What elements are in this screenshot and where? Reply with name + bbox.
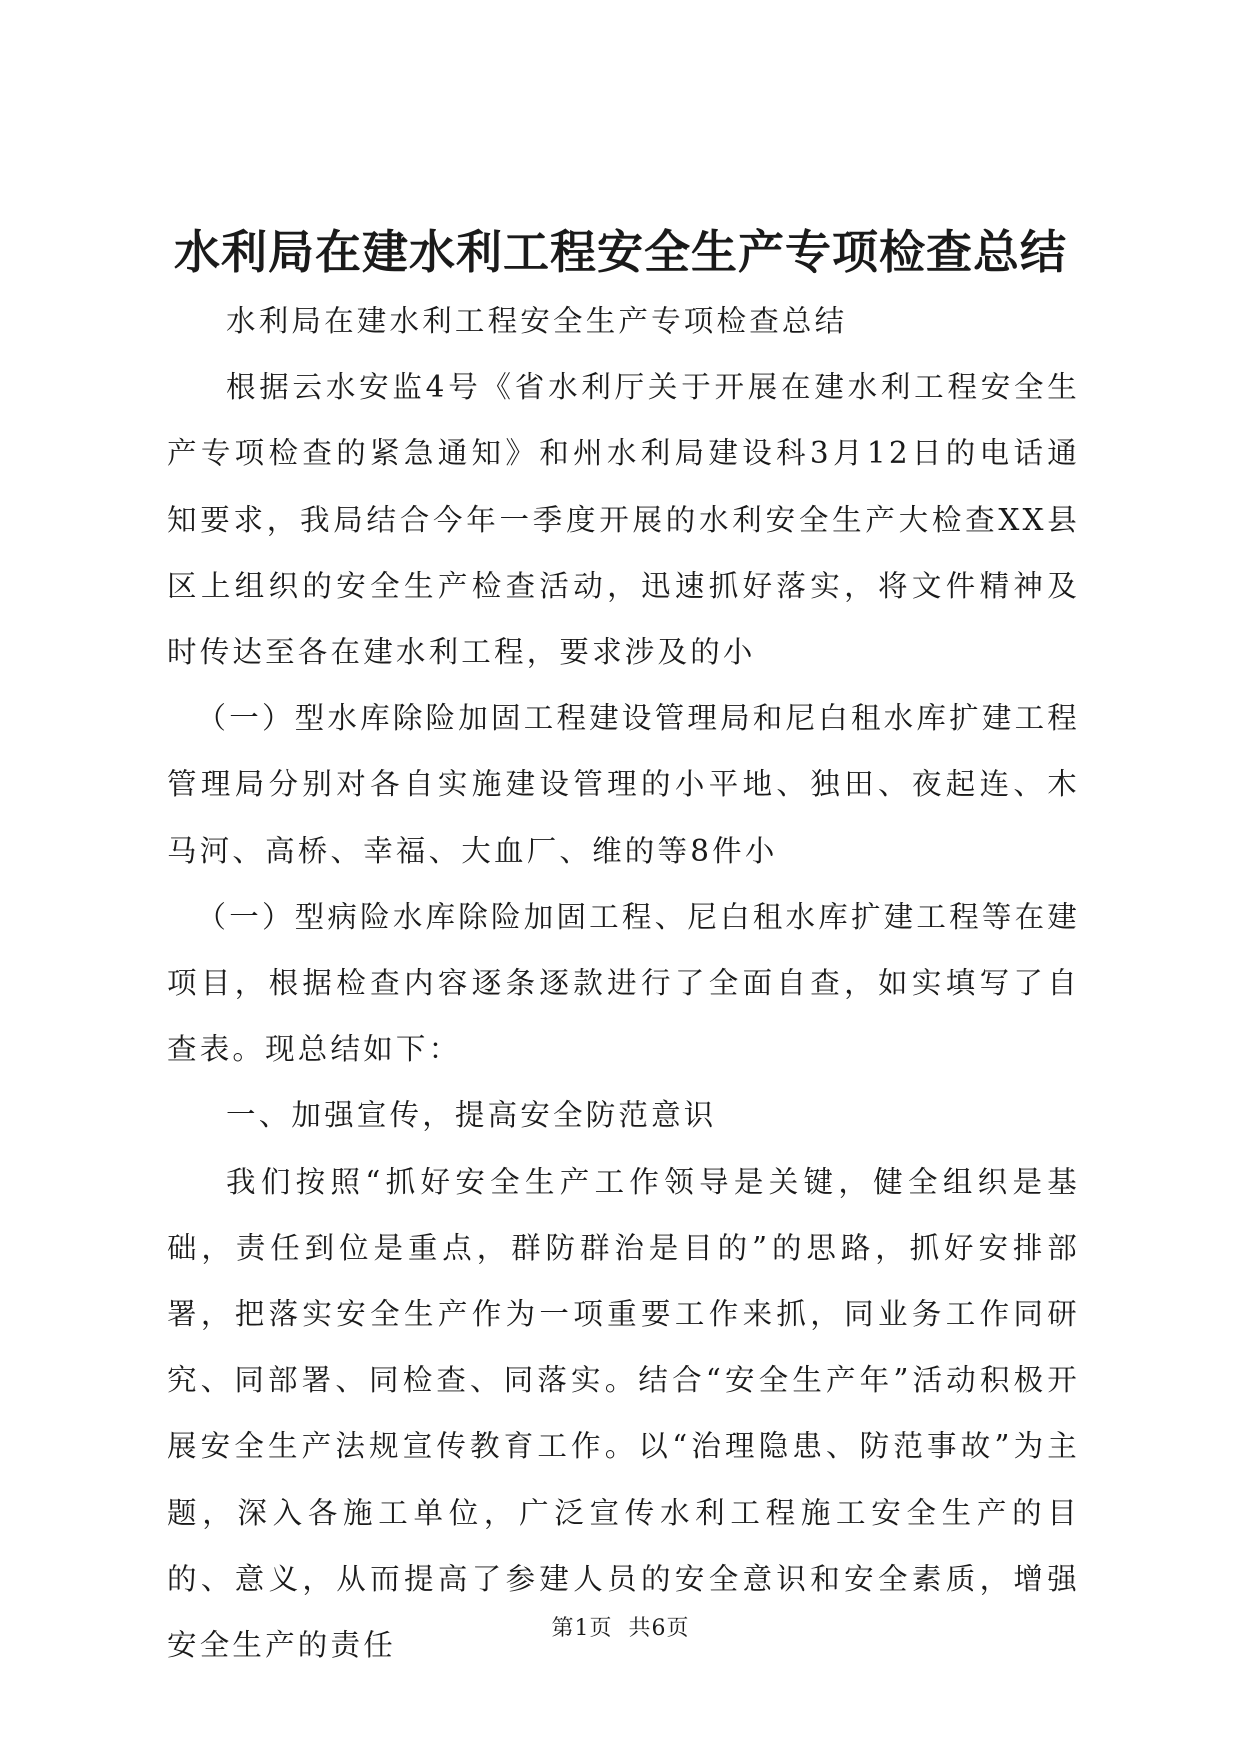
paragraph-item-2: （一）型病险水库除险加固工程、尼白租水库扩建工程等在建项目，根据检查内容逐条逐款进行了全面自查，如实填写了自查表。现总结如下： [167,899,1080,1067]
page-total: 共6页 [628,1616,690,1641]
page-footer [0,1614,1241,1644]
page-number: 第1页 [551,1616,613,1641]
paragraph-subtitle: 水利局在建水利工程安全生产专项检查总结 [226,304,848,338]
document-title: 水利局在建水利工程安全生产专项检查总结 [174,225,1067,279]
paragraph-intro: 根据云水安监4号《省水利厅关于开展在建水利工程安全生产专项检查的紧急通知》和州水利局建设科3月12日的电话通知要求，我局结合今年一季度开展的水利安全生产大检查XX县区上组织的安全生产检查活动，迅速抓好落实，将文件精神及时传达至各在建水利工程，要求涉及的小 [167,370,1080,670]
paragraph-section-body: 我们按照“抓好安全生产工作领导是关键，健全组织是基础，责任到位是重点，群防群治是目的”的思路，抓好安排部署，把落实安全生产作为一项重要工作来抓，同业务工作同研究、同部署、同检查、同落实。结合“安全生产年”活动积极开展安全生产法规宣传教育工作。以“治理隐患、防范事故”为主题，深入各施工单位，广泛宣传水利工程施工安全生产的目的、意义，从而提高了参建人员的安全意识和安全素质，增强安全生产的责任 [167,1164,1080,1663]
paragraph-item-1: （一）型水库除险加固工程建设管理局和尼白租水库扩建工程管理局分别对各自实施建设管理的小平地、独田、夜起连、木马河、高桥、幸福、大血厂、维的等8件小 [167,701,1080,868]
document-body [167,288,1080,1678]
section-heading: 一、加强宣传，提高安全防范意识 [226,1098,717,1133]
